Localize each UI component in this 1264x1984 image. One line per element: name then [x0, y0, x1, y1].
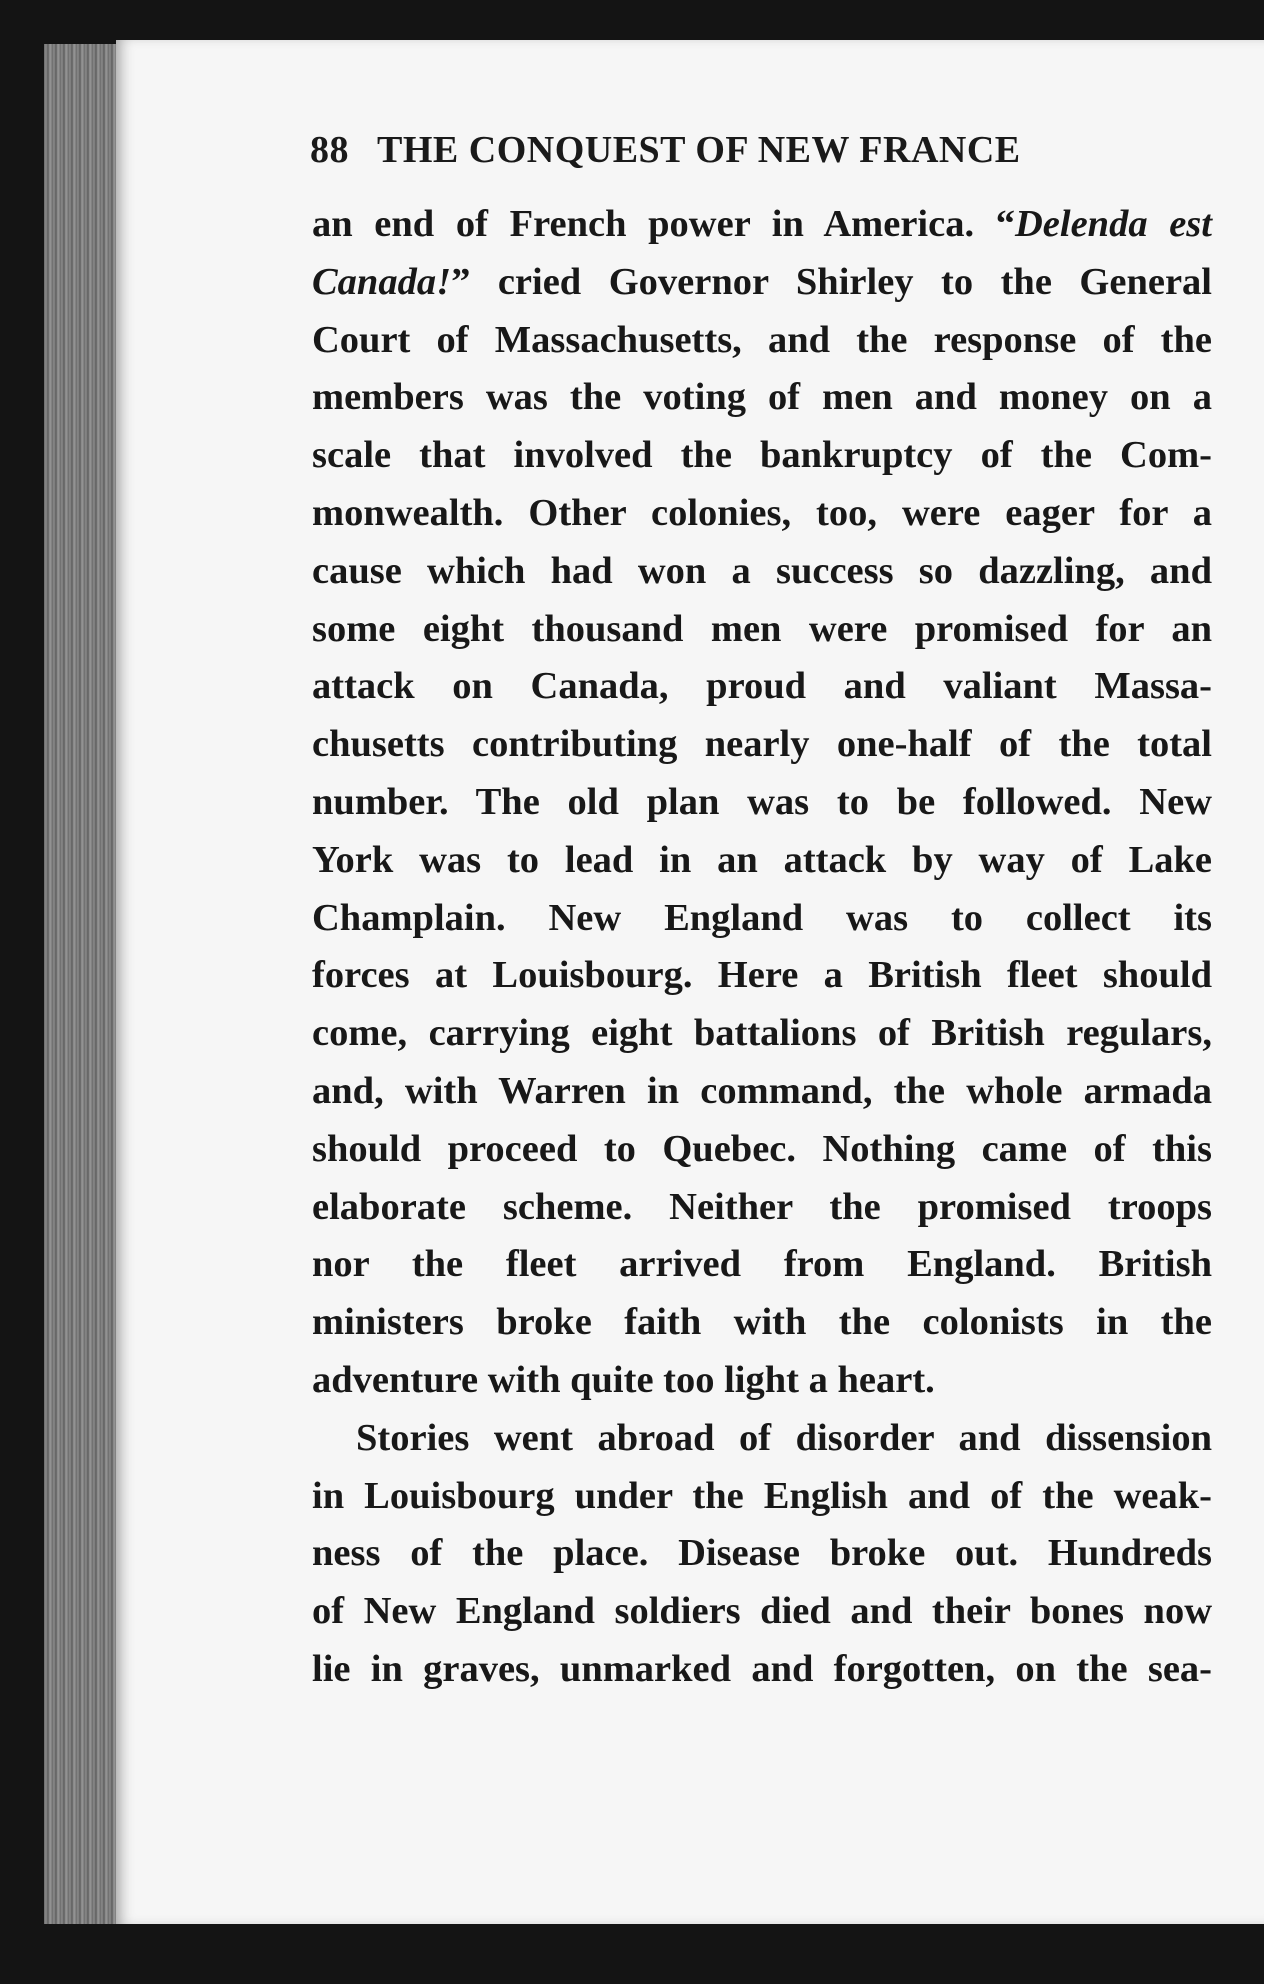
text-line: attack on Canada, proud and valiant Massa-	[312, 665, 1212, 708]
text-line: adventure with quite too light a heart.	[312, 1358, 935, 1401]
text-line: and, with Warren in command, the whole armada	[312, 1069, 1212, 1112]
book-page-edges	[44, 44, 124, 1924]
text-line: Court of Massachusetts, and the response of the	[312, 318, 1212, 361]
text-line: ness of the place. Disease broke out. Hundreds	[312, 1532, 1212, 1575]
text-line: number. The old plan was to be followed. New	[312, 780, 1212, 823]
text-line: cause which had won a success so dazzling, and	[312, 549, 1212, 592]
italic-phrase: Canada!	[312, 260, 452, 303]
text-line: nor the fleet arrived from England. British	[312, 1243, 1212, 1286]
text-segment: ” cried Governor Shirley to the General	[451, 260, 1212, 303]
text-line: Champlain. New England was to collect its	[312, 896, 1212, 939]
text-line: of New England soldiers died and their bones now	[312, 1590, 1212, 1633]
text-line: ministers broke faith with the colonists in the	[312, 1301, 1212, 1344]
italic-phrase: Delenda est	[1014, 203, 1212, 245]
text-line: should proceed to Quebec. Nothing came of this	[312, 1127, 1212, 1170]
text-line: forces at Louisbourg. Here a British fleet should	[312, 954, 1212, 997]
text-line: in Louisbourg under the English and of the weak-	[312, 1474, 1212, 1517]
text-line: chusetts contributing nearly one-half of the total	[312, 723, 1212, 766]
running-header	[310, 128, 1110, 172]
page-number: 88	[310, 129, 349, 171]
text-line: scale that involved the bankruptcy of the Com-	[312, 434, 1212, 477]
text-line: members was the voting of men and money on a	[312, 376, 1212, 419]
text-segment: an end of French power in America. “	[312, 203, 1015, 245]
text-line: elaborate scheme. Neither the promised troops	[312, 1185, 1212, 1228]
body-text	[312, 196, 1212, 1699]
text-line	[312, 254, 1212, 312]
text-line	[312, 196, 1212, 254]
text-line: some eight thousand men were promised for an	[312, 607, 1212, 650]
text-line: come, carrying eight battalions of British regulars,	[312, 1012, 1212, 1055]
running-title: THE CONQUEST OF NEW FRANCE	[377, 129, 1021, 171]
text-line: Stories went abroad of disorder and dissension	[356, 1416, 1212, 1459]
text-line: lie in graves, unmarked and forgotten, on the sea-	[312, 1647, 1212, 1690]
text-line: monwealth. Other colonies, too, were eager for a	[312, 491, 1212, 534]
text-line: York was to lead in an attack by way of Lake	[312, 838, 1212, 881]
